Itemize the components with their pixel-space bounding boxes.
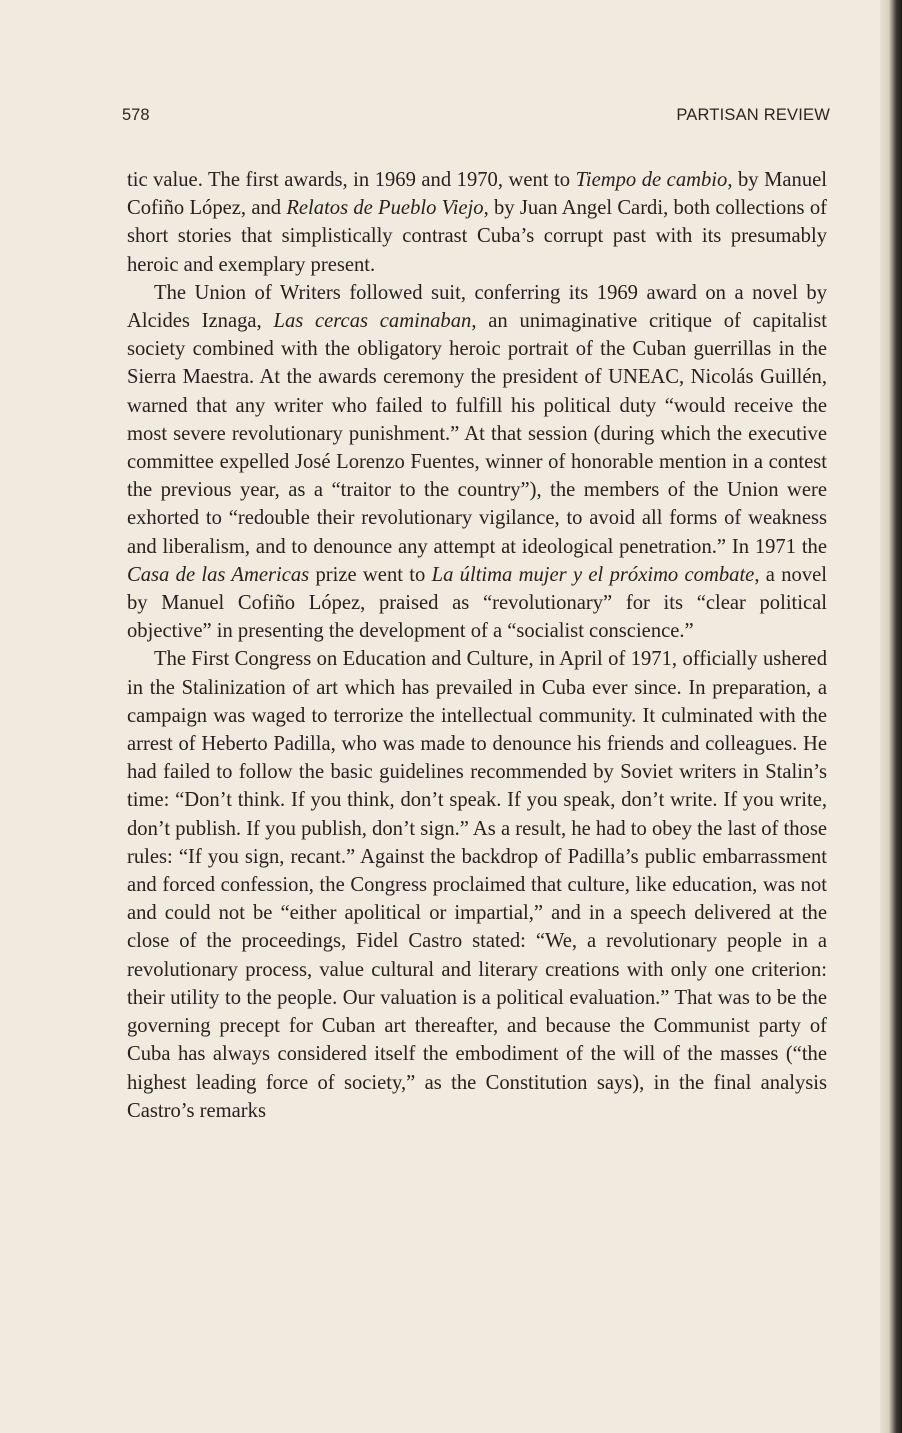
- text-run: , a novel by Manuel Cofiño López, praised as “revolutionary” for its “clear political objective” in presenting the development of a “socialist conscience.”: [127, 563, 827, 643]
- paragraph-2: [127, 279, 827, 646]
- text-run: prize went to: [309, 563, 432, 586]
- text-run: The First Congress on Education and Culture, in April of 1971, officially ushered in the Stalinization of art which has prevailed in Cuba ever since. In preparation, a campaign was waged to terrorize the intellectual community. It culminated with the arrest of Heberto Padilla, who was made to denounce his friends and colleagues. He had failed to follow the basic guidelines recommended by Soviet writers in Stalin’s time: “Don’t think. If you think, don’t speak. If you speak, don’t write. If you write, don’t publish. If you publish, don’t sign.” As a result, he had to obey the last of those rules: “If you sign, recant.” Against the backdrop of Padilla’s public embarrassment and forced confession, the Congress proclaimed that culture, like education, was not and could not be “either apolitical or impartial,” and in a speech delivered at the close of the proceedings, Fidel Castro stated: “We, a revolutionary people in a revolutionary process, value cultural and literary creations with only one criterion: their utility to the people. Our valuation is a political evaluation.” That was to be the governing precept for Cuban art thereafter, and because the Communist party of Cuba has always considered itself the embodiment of the will of the masses (“the highest leading force of society,” as the Constitution says), in the final analysis Castro’s remarks: [127, 648, 827, 1122]
- text-run: , by Manuel Cofiño López, and: [127, 169, 827, 220]
- italic-title: Relatos de Pueblo Viejo: [286, 197, 484, 220]
- text-run: The Union of Writers followed suit, conferring its 1969 award on a novel by Alcides Iznaga,: [127, 281, 827, 333]
- paragraph-3: [127, 645, 827, 1124]
- italic-title: La última mujer y el próximo combate: [431, 563, 755, 586]
- body-text: [127, 166, 827, 1125]
- text-run: tic value. The first awards, in 1969 and 1970, went to: [127, 169, 576, 191]
- running-head: PARTISAN REVIEW: [676, 106, 830, 124]
- page-header: [122, 106, 830, 128]
- text-run: , by Juan Angel Cardi, both collections of short stories that simplistically contrast Cuba’s corrupt past with its presumably heroic and exemplary present.: [127, 197, 827, 276]
- text-run: , an unimaginative critique of capitalist society combined with the obligatory heroic portrait of the Cuban guerrillas in the Sierra Maestra. At the awards ceremony the president of UNEAC, Nicolás Guillén, warned that any writer who failed to fulfill his political duty “would receive the most severe revolutionary punishment.” At that session (during which the executive committee expelled José Lorenzo Fuentes, winner of honorable mention in a contest the previous year, as a “traitor to the country”), the members of the Union were exhorted to “redouble their revolutionary vigilance, to avoid all forms of weakness and liberalism, and to denounce any attempt at ideological penetration.” In 1971 the: [127, 310, 827, 558]
- paragraph-1: [127, 166, 827, 279]
- italic-title: Casa de las Americas: [127, 563, 310, 586]
- page-number: 578: [122, 106, 150, 124]
- italic-title: Tiempo de cambio: [575, 169, 728, 191]
- italic-title: Las cercas caminaban: [273, 310, 472, 333]
- page-edge-shadow: [880, 0, 902, 1433]
